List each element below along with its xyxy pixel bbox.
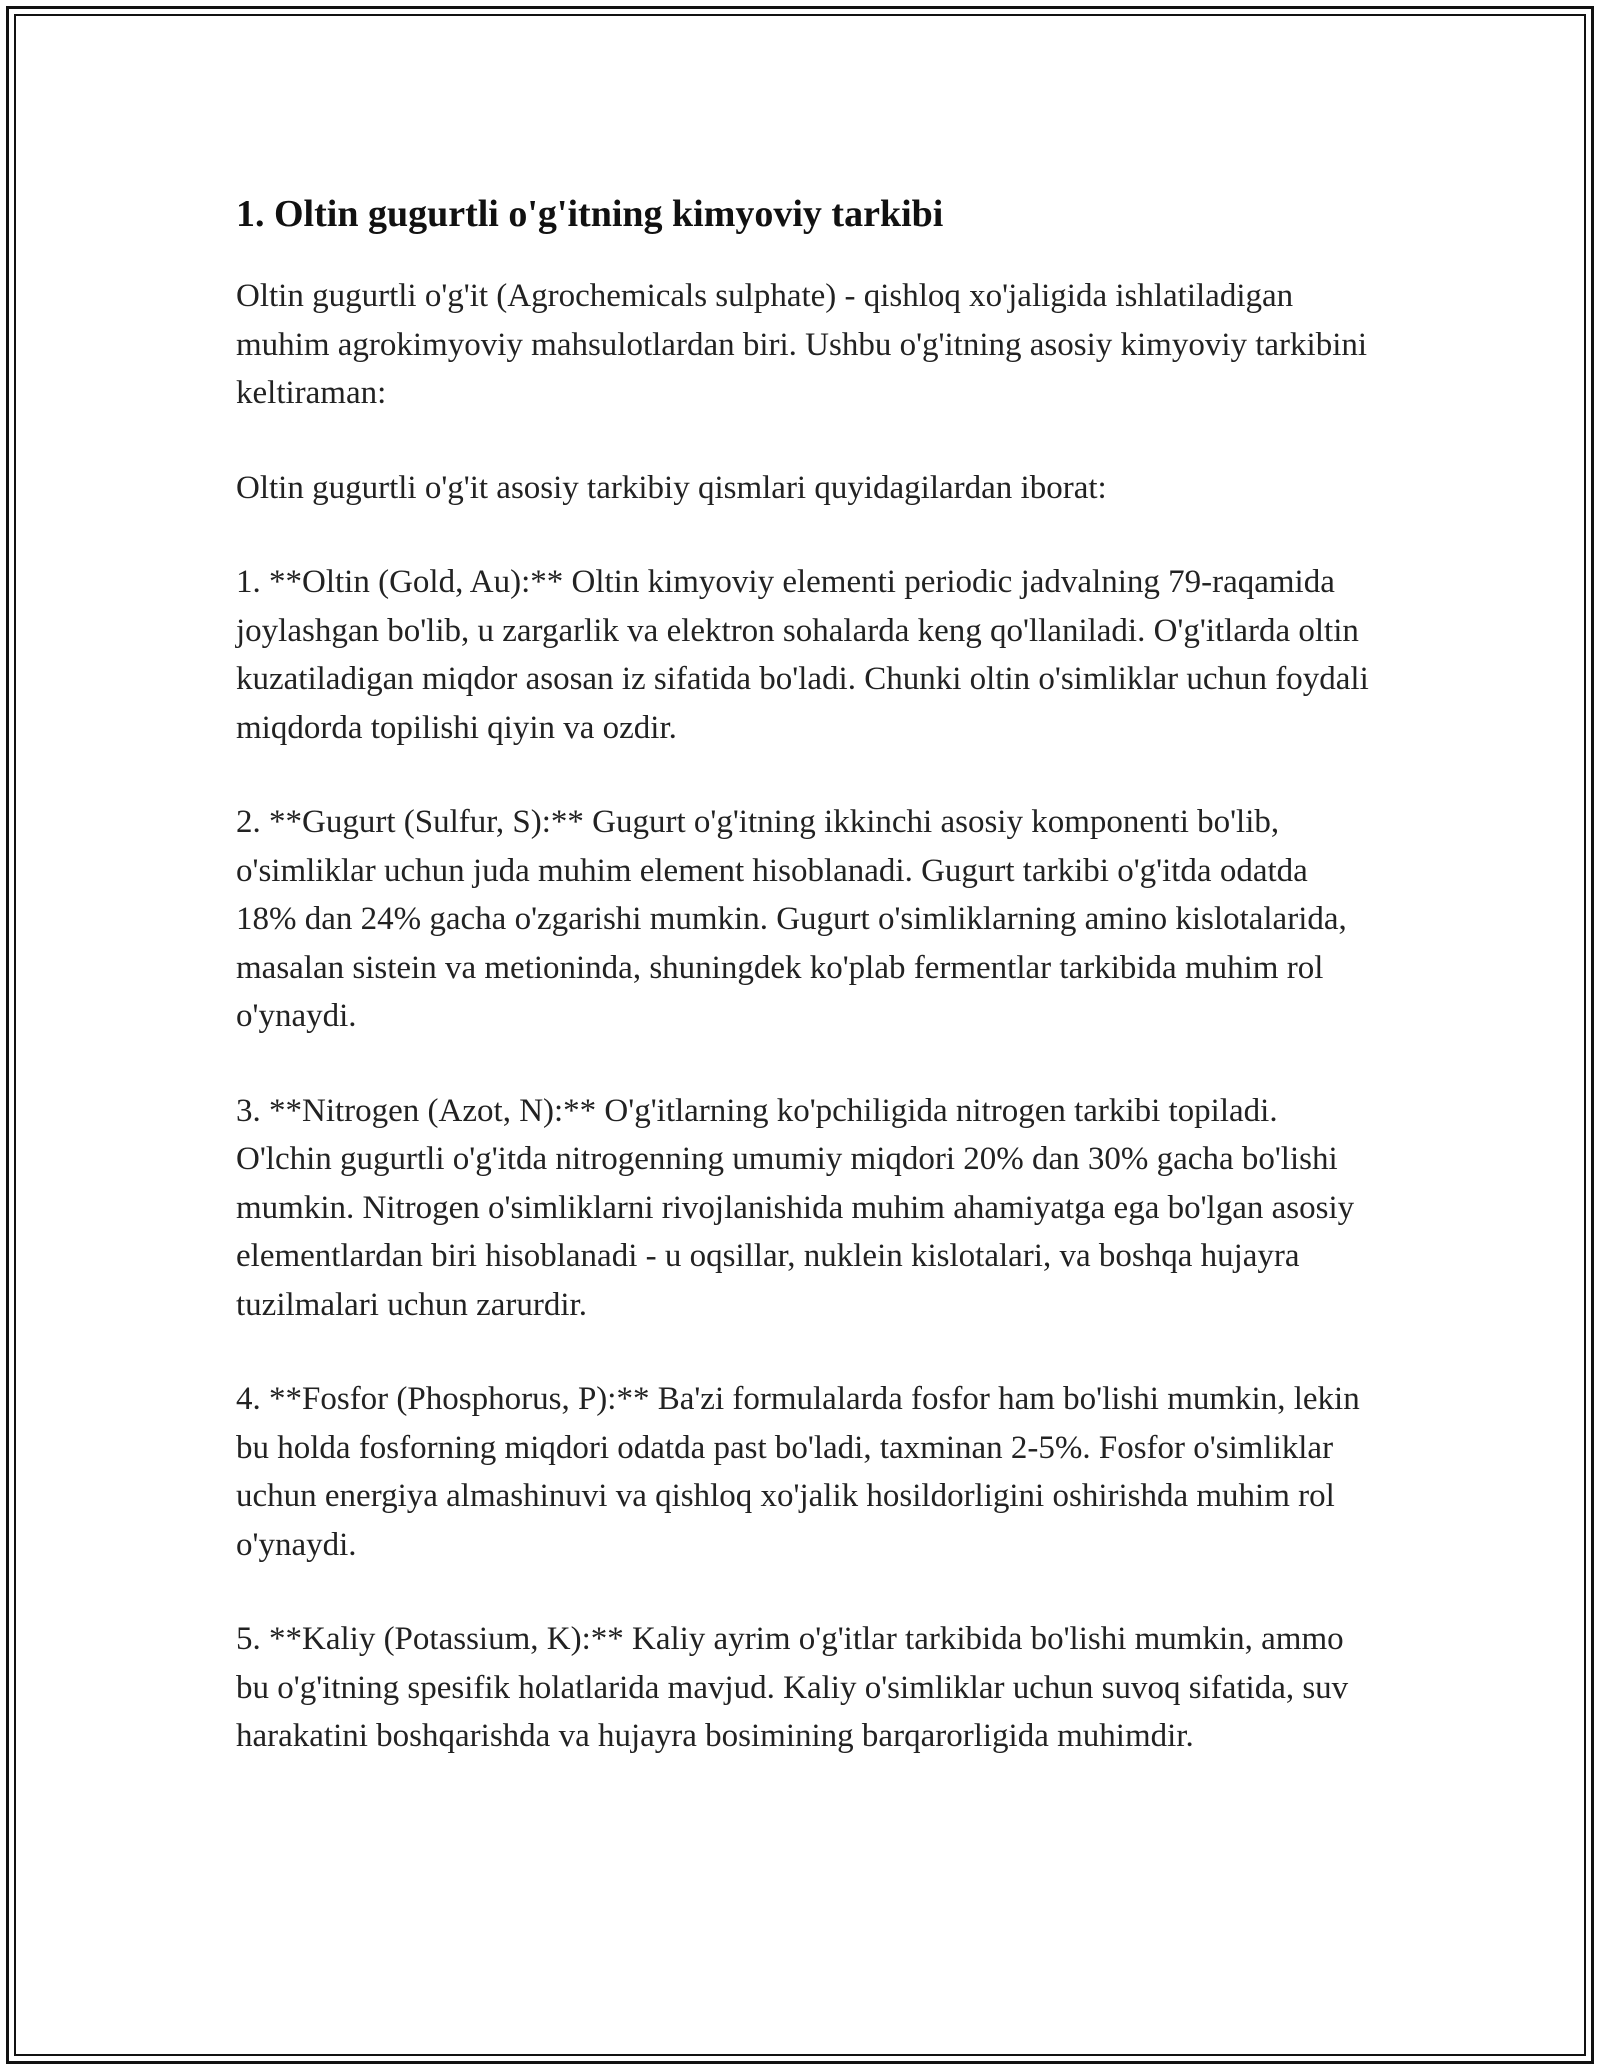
intro-paragraph: Oltin gugurtli o'g'it (Agrochemicals sulphate) - qishloq xo'jaligida ishlatiladigan muhim agrokimyoviy mahsulotlardan biri. Ushbu o'g'itning asosiy kimyoviy tarkibini keltiraman: xyxy=(236,278,1368,411)
document-title: 1. Oltin gugurtli o'g'itning kimyoviy tarkibi xyxy=(236,193,944,235)
components-intro-paragraph: Oltin gugurtli o'g'it asosiy tarkibiy qismlari quyidagilardan iborat: xyxy=(236,469,1107,506)
sulfur-paragraph: 2. **Gugurt (Sulfur, S):** Gugurt o'g'itning ikkinchi asosiy komponenti bo'lib, o'simliklar uchun juda muhim element hisoblanadi. Gugurt tarkibi o'g'itda odatda 18% dan 24% gacha o'zgarishi mumkin. Gugurt o'simliklarning amino kislotalarida, masalan sistein va metioninda, shuningdek ko'plab fermentlar tarkibida muhim rol o'ynaydi. xyxy=(236,804,1347,1034)
potassium-paragraph: 5. **Kaliy (Potassium, K):** Kaliy ayrim o'g'itlar tarkibida bo'lishi mumkin, ammo bu o'g'itning spesifik holatlarida mavjud. Kaliy o'simliklar uchun suvoq sifatida, suv harakatini boshqarishda va hujayra bosimining barqarorligida muhimdir. xyxy=(236,1621,1349,1754)
nitrogen-paragraph: 3. **Nitrogen (Azot, N):** O'g'itlarning ko'pchiligida nitrogen tarkibi topiladi. O'lchin gugurtli o'g'itda nitrogenning umumiy miqdori 20% dan 30% gacha bo'lishi mumkin. Nitrogen o'simliklarni rivojlanishida muhim ahamiyatga ega bo'lgan asosiy elementlardan biri hisoblanadi - u oqsillar, nuklein kislotalari, va boshqa hujayra tuzilmalari uchun zarurdir. xyxy=(236,1092,1355,1323)
phosphorus-paragraph: 4. **Fosfor (Phosphorus, P):** Ba'zi formulalarda fosfor ham bo'lishi mumkin, lekin bu holda fosforning miqdori odatda past bo'ladi, taxminan 2-5%. Fosfor o'simliklar uchun energiya almashinuvi va qishloq xo'jalik hosildorligini oshirishda muhim rol o'ynaydi. xyxy=(236,1381,1360,1563)
document-body xyxy=(236,186,1376,1807)
gold-paragraph: 1. **Oltin (Gold, Au):** Oltin kimyoviy elementi periodic jadvalning 79-raqamida joylashgan bo'lib, u zargarlik va elektron sohalarda keng qo'llaniladi. O'g'itlarda oltin kuzatiladigan miqdor asosan iz sifatida bo'ladi. Chunki oltin o'simliklar uchun foydali miqdorda topilishi qiyin va ozdir. xyxy=(236,564,1369,746)
